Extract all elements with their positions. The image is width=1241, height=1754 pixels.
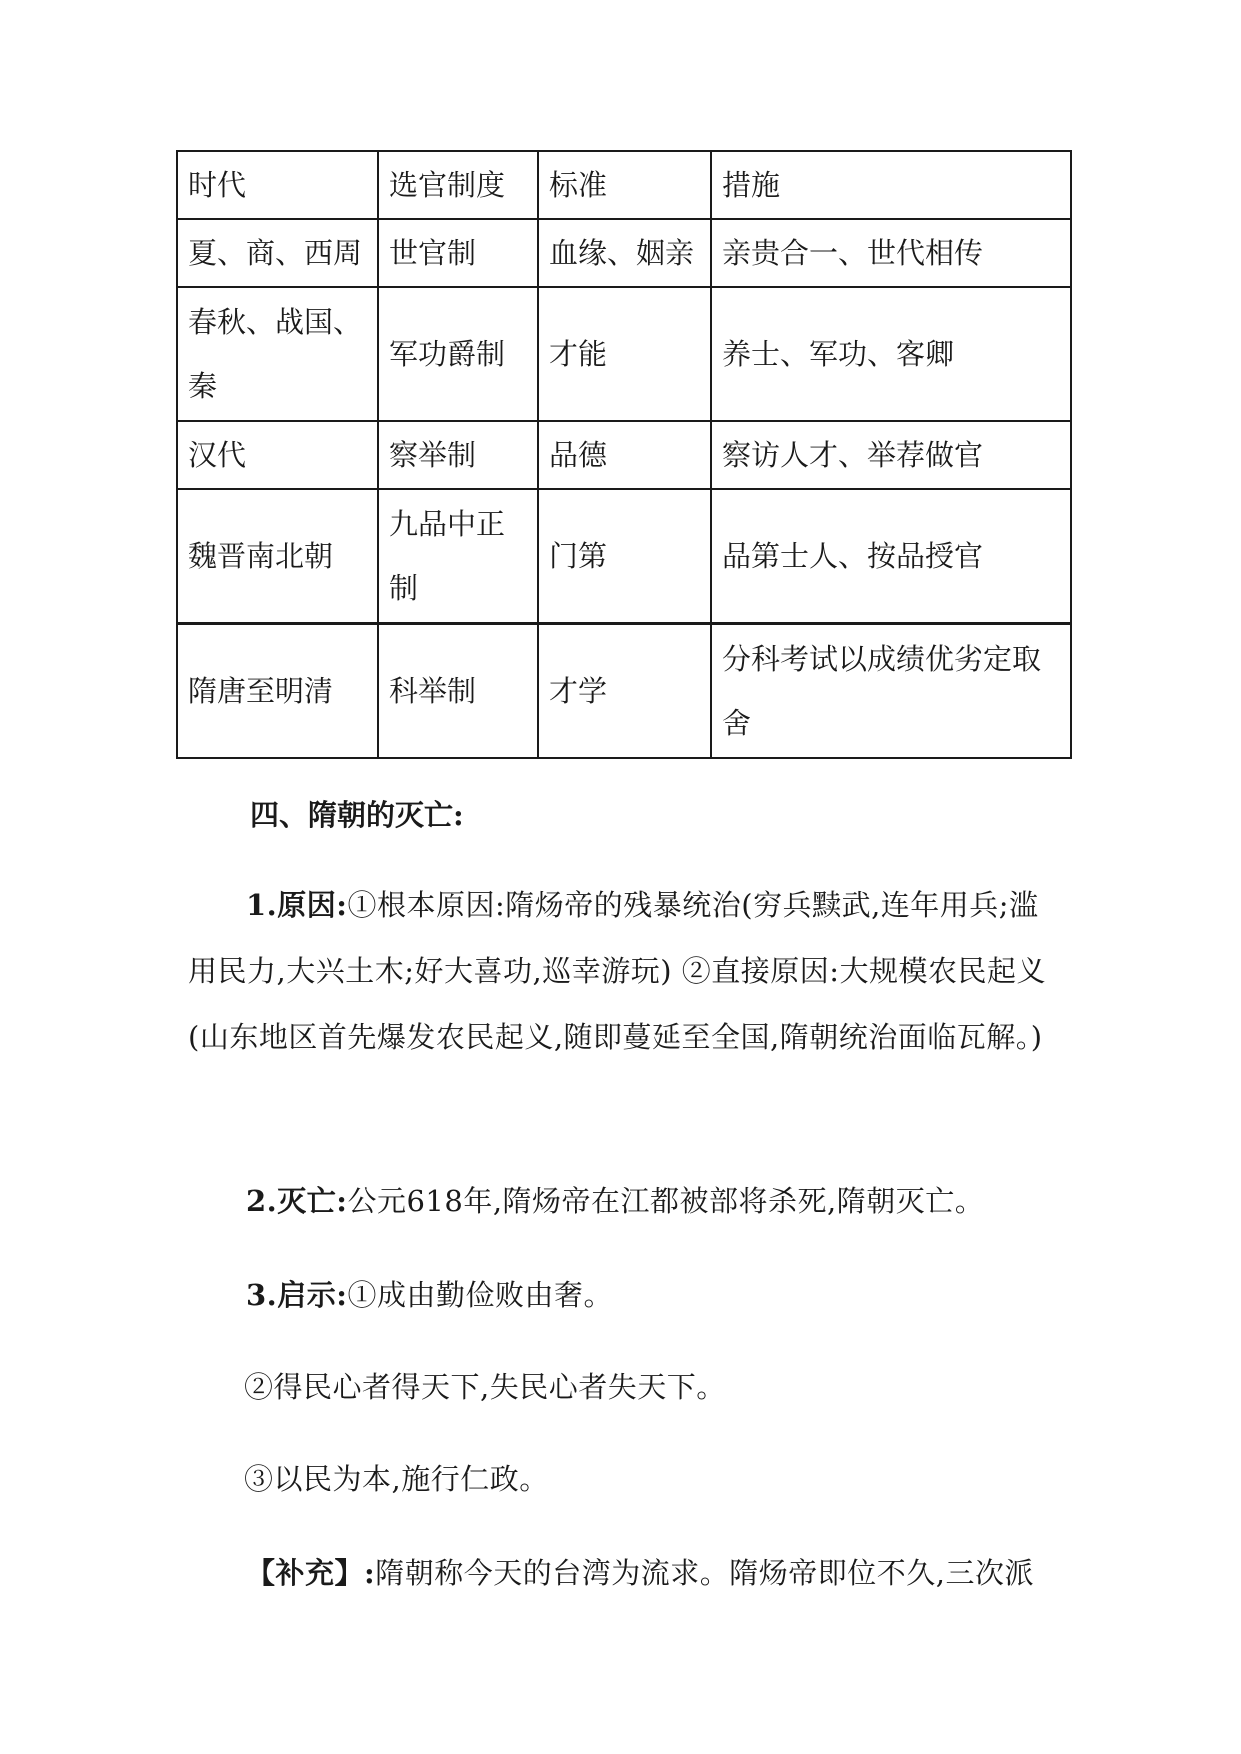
cell-era: 隋唐至明清 — [177, 624, 378, 759]
cell-standard: 品德 — [538, 421, 711, 489]
lesson-paragraph — [188, 1262, 1068, 1328]
cell-era: 魏晋南北朝 — [177, 489, 378, 624]
supplement-paragraph — [188, 1540, 1068, 1606]
header-cell-era: 时代 — [177, 151, 378, 219]
supplement-text: 隋朝称今天的台湾为流求。隋炀帝即位不久,三次派 — [375, 1556, 1034, 1590]
fall-paragraph — [188, 1168, 1068, 1234]
lesson-item-3: ③以民为本,施行仁政。 — [244, 1462, 549, 1496]
lesson-item-1: ①成由勤俭败由奢。 — [347, 1278, 613, 1312]
cell-system: 九品中正制 — [378, 489, 538, 624]
table-row — [177, 287, 1071, 421]
cell-system: 科举制 — [378, 624, 538, 759]
header-cell-system: 选官制度 — [378, 151, 538, 219]
cell-measure: 亲贵合一、世代相传 — [711, 219, 1071, 287]
table-row — [177, 624, 1071, 759]
table-row — [177, 219, 1071, 287]
cell-era: 汉代 — [177, 421, 378, 489]
cause-label: 1.原因: — [246, 888, 348, 922]
header-cell-standard: 标准 — [538, 151, 711, 219]
supplement-label: 【补充】: — [246, 1556, 376, 1590]
cell-era: 春秋、战国、秦 — [177, 287, 378, 421]
cell-measure: 品第士人、按品授官 — [711, 489, 1071, 624]
lesson-label: 3.启示: — [246, 1278, 348, 1312]
cause-paragraph — [188, 872, 1068, 1070]
cell-standard: 才能 — [538, 287, 711, 421]
fall-label: 2.灭亡: — [246, 1184, 348, 1218]
lesson-item-2: ②得民心者得天下,失民心者失天下。 — [244, 1370, 726, 1404]
table-row — [177, 489, 1071, 624]
fall-text: 公元618年,隋炀帝在江都被部将杀死,隋朝灭亡。 — [347, 1184, 985, 1218]
table-header-row — [177, 151, 1071, 219]
cell-era: 夏、商、西周 — [177, 219, 378, 287]
cell-system: 军功爵制 — [378, 287, 538, 421]
cause-text: ①根本原因:隋炀帝的残暴统治(穷兵黩武,连年用兵;滥用民力,大兴土木;好大喜功,巡幸游玩) ②直接原因:大规模农民起义(山东地区首先爆发农民起义,随即蔓延至全国,隋朝统治面临瓦解。) — [188, 888, 1047, 1054]
cell-standard: 血缘、姻亲 — [538, 219, 711, 287]
header-cell-measure: 措施 — [711, 151, 1071, 219]
cell-standard: 才学 — [538, 624, 711, 759]
section-heading: 四、隋朝的灭亡: — [250, 798, 464, 832]
cell-measure: 察访人才、举荐做官 — [711, 421, 1071, 489]
cell-measure: 养士、军功、客卿 — [711, 287, 1071, 421]
official-selection-table — [176, 150, 1072, 759]
cell-standard: 门第 — [538, 489, 711, 624]
cell-measure: 分科考试以成绩优劣定取舍 — [711, 624, 1071, 759]
cell-system: 察举制 — [378, 421, 538, 489]
table-row — [177, 421, 1071, 489]
cell-system: 世官制 — [378, 219, 538, 287]
